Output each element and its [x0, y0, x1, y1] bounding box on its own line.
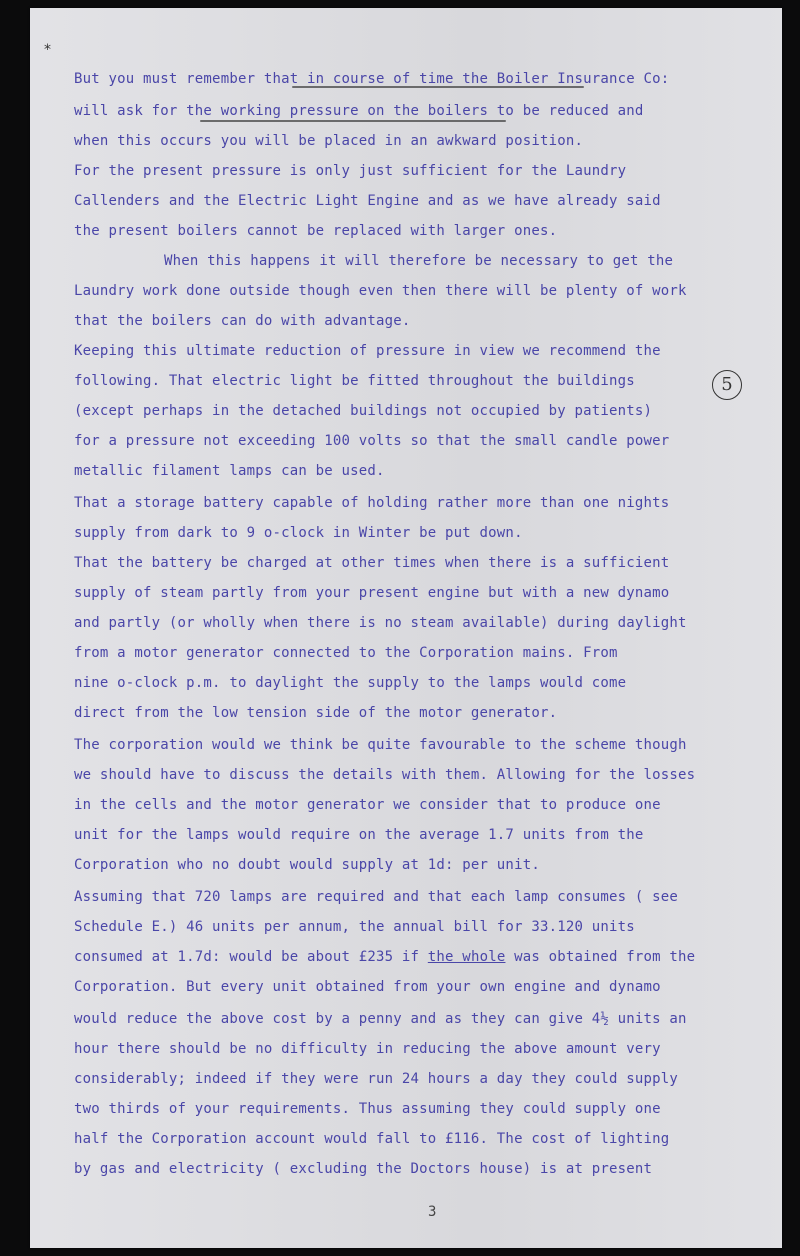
text-line: half the Corporation account would fall to £116. The cost of lighting	[74, 1131, 670, 1147]
text-line: When this happens it will therefore be necessary to get the	[164, 253, 674, 269]
text-line: supply of steam partly from your present engine but with a new dynamo	[74, 585, 670, 601]
text-line: considerably; indeed if they were run 24 hours a day they could supply	[74, 1071, 679, 1087]
text-line: following. That electric light be fitted throughout the buildings	[74, 373, 635, 389]
circled-section-number: 5	[712, 370, 742, 400]
text-line: (except perhaps in the detached buildings not occupied by patients)	[74, 403, 653, 419]
text-line: when this occurs you will be placed in an awkward position.	[74, 133, 584, 149]
text-line: metallic filament lamps can be used.	[74, 463, 385, 479]
text-line: the present boilers cannot be replaced with larger ones.	[74, 223, 558, 239]
text-fragment: was obtained from the	[505, 949, 696, 965]
text-line: The corporation would we think be quite favourable to the scheme though	[74, 737, 687, 753]
underlined-phrase: the whole	[427, 949, 506, 965]
text-line	[74, 948, 695, 966]
text-line: and partly (or wholly when there is no steam available) during daylight	[74, 615, 687, 631]
text-line: Keeping this ultimate reduction of pressure in view we recommend the	[74, 343, 661, 359]
text-fragment: consumed at 1.7d: would be about £235 if	[74, 949, 420, 965]
text-line: For the present pressure is only just sufficient for the Laundry	[74, 163, 627, 179]
text-line: two thirds of your requirements. Thus assuming they could supply one	[74, 1101, 661, 1117]
text-line: nine o-clock p.m. to daylight the supply to the lamps would come	[74, 675, 627, 691]
text-line: would reduce the above cost by a penny and as they can give 4½ units an	[74, 1011, 687, 1027]
text-line: that the boilers can do with advantage.	[74, 313, 411, 329]
text-line: direct from the low tension side of the motor generator.	[74, 705, 558, 721]
text-line: Callenders and the Electric Light Engine and as we have already said	[74, 193, 661, 209]
text-line: unit for the lamps would require on the average 1.7 units from the	[74, 827, 644, 843]
text-line: hour there should be no difficulty in reducing the above amount very	[74, 1041, 661, 1057]
text-line: Corporation who no doubt would supply at 1d: per unit.	[74, 857, 540, 873]
text-line: from a motor generator connected to the Corporation mains. From	[74, 645, 618, 661]
text-line: Corporation. But every unit obtained from your own engine and dynamo	[74, 979, 661, 995]
text-line: Laundry work done outside though even then there will be plenty of work	[74, 283, 687, 299]
text-line: will ask for the working pressure on the boilers to be reduced and	[74, 103, 644, 119]
text-line: Schedule E.) 46 units per annum, the annual bill for 33.120 units	[74, 919, 635, 935]
text-line: we should have to discuss the details with them. Allowing for the losses	[74, 767, 696, 783]
text-line: That the battery be charged at other times when there is a sufficient	[74, 555, 670, 571]
page-number: 3	[428, 1204, 437, 1220]
text-line: That a storage battery capable of holding rather more than one nights	[74, 495, 670, 511]
margin-asterisk: *	[44, 42, 51, 58]
text-line: by gas and electricity ( excluding the Doctors house) is at present	[74, 1161, 653, 1177]
text-line: in the cells and the motor generator we consider that to produce one	[74, 797, 661, 813]
text-line: Assuming that 720 lamps are required and that each lamp consumes ( see	[74, 889, 679, 905]
text-line: for a pressure not exceeding 100 volts so that the small candle power	[74, 433, 670, 449]
text-line: supply from dark to 9 o-clock in Winter be put down.	[74, 525, 523, 541]
pencil-underline	[200, 120, 506, 122]
typed-letter-page	[30, 8, 782, 1248]
text-line: But you must remember that in course of time the Boiler Insurance Co:	[74, 71, 670, 87]
